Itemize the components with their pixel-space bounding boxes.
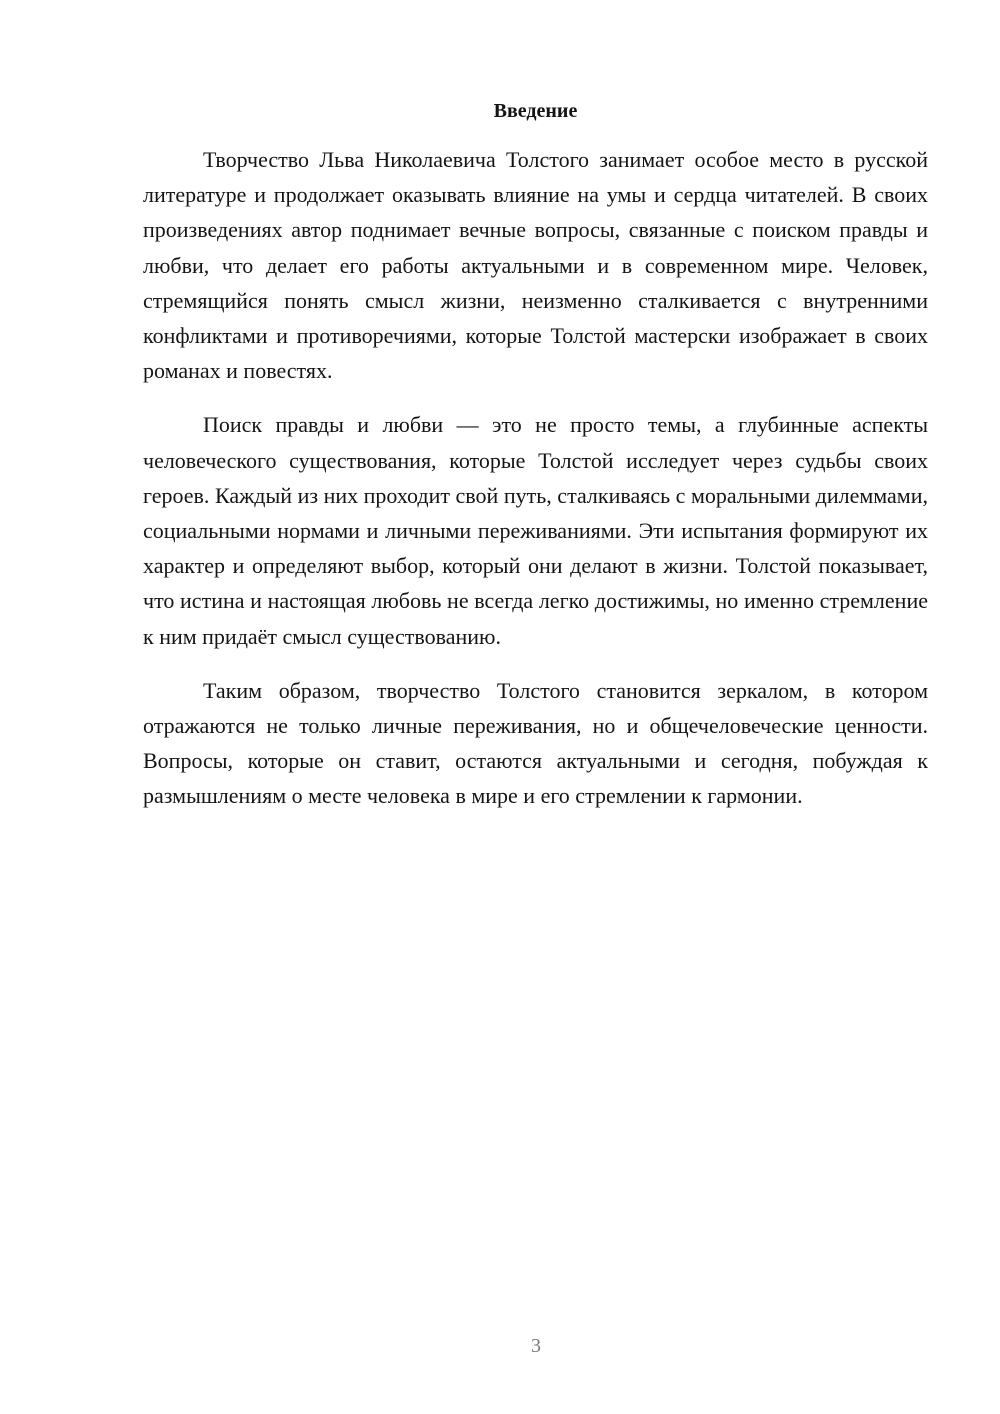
paragraph-1: Творчество Льва Николаевича Толстого занимает особое место в русской литературе и продолжает оказывать влияние на умы и сердца читателей. В своих произведениях автор поднимает вечные вопросы, связанные с поиском правды и любви, что делает его работы актуальными и в современном мире. Человек, стремящийся понять смысл жизни, неизменно сталкивается с внутренними конфликтами и противоречиями, которые Толстой мастерски изображает в своих романах и повестях.: [143, 147, 928, 384]
paragraph-3: Таким образом, творчество Толстого становится зеркалом, в котором отражаются не только личные переживания, но и общечеловеческие ценности. Вопросы, которые он ставит, остаются актуальными и сегодня, побуждая к размышлениям о месте человека в мире и его стремлении к гармонии.: [143, 677, 928, 809]
page-number: 3: [531, 1335, 541, 1357]
paragraph-2: Поиск правды и любви — это не просто темы, а глубинные аспекты человеческого существования, которые Толстой исследует через судьбы своих героев. Каждый из них проходит свой путь, сталкиваясь с моральными дилеммами, социальными нормами и личными переживаниями. Эти испытания формируют их характер и определяют выбор, который они делают в жизни. Толстой показывает, что истина и настоящая любовь не всегда легко достижимы, но именно стремление к ним придаёт смысл существованию.: [143, 412, 928, 649]
section-heading: Введение: [493, 100, 578, 122]
body-text: [143, 142, 928, 833]
